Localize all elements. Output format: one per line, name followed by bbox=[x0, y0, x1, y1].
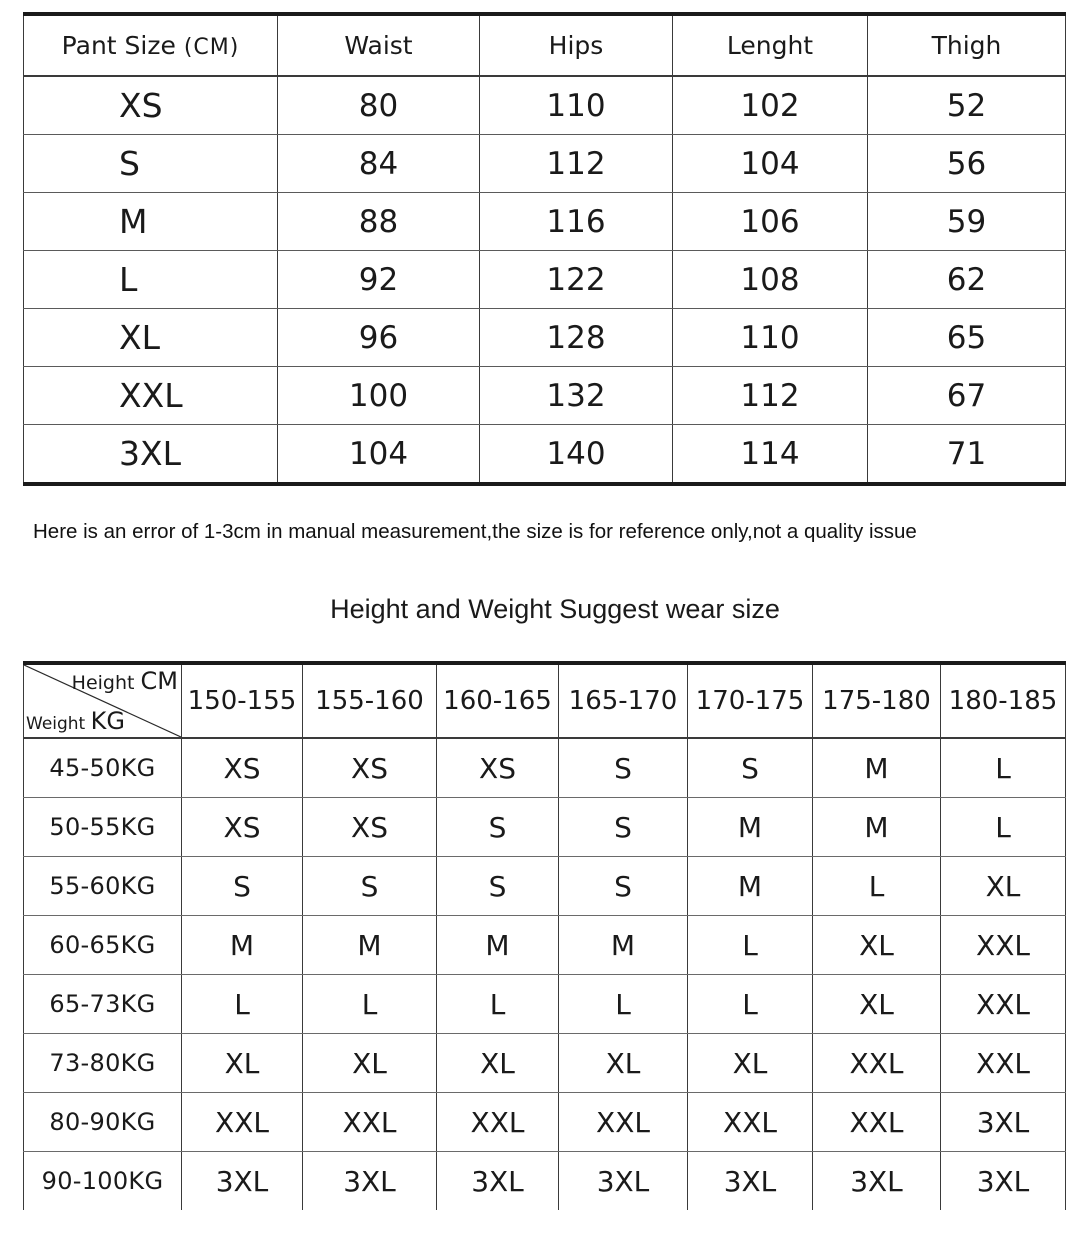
suggested-size-cell: L bbox=[813, 857, 941, 916]
table-row bbox=[24, 798, 1066, 857]
header-waist: Waist bbox=[278, 14, 480, 76]
suggested-size-cell: 3XL bbox=[813, 1152, 941, 1211]
suggested-size-cell: L bbox=[559, 975, 688, 1034]
header-pant-size-unit: (CM) bbox=[183, 35, 240, 60]
suggested-size-cell: L bbox=[688, 975, 813, 1034]
height-header: 150-155 bbox=[182, 663, 303, 738]
suggested-size-cell: M bbox=[688, 798, 813, 857]
corner-cell bbox=[24, 663, 182, 738]
suggested-size-cell: L bbox=[941, 738, 1066, 798]
weight-cell: 90-100KG bbox=[24, 1152, 182, 1211]
header-pant-size bbox=[24, 14, 278, 76]
weight-cell: 45-50KG bbox=[24, 738, 182, 798]
suggest-size-table bbox=[23, 661, 1066, 1210]
weight-cell: 60-65KG bbox=[24, 916, 182, 975]
thigh-cell: 52 bbox=[868, 76, 1066, 135]
suggested-size-cell: 3XL bbox=[688, 1152, 813, 1211]
table-row bbox=[24, 1152, 1066, 1211]
suggested-size-cell: S bbox=[303, 857, 437, 916]
height-header: 175-180 bbox=[813, 663, 941, 738]
hips-cell: 122 bbox=[480, 251, 673, 309]
size-cell: XS bbox=[24, 76, 278, 135]
waist-cell: 84 bbox=[278, 135, 480, 193]
suggested-size-cell: XXL bbox=[813, 1093, 941, 1152]
weight-cell: 80-90KG bbox=[24, 1093, 182, 1152]
corner-weight-unit: KG bbox=[90, 707, 125, 735]
pant-size-table bbox=[23, 12, 1066, 486]
table-row bbox=[24, 857, 1066, 916]
length-cell: 112 bbox=[673, 367, 868, 425]
suggested-size-cell: 3XL bbox=[559, 1152, 688, 1211]
waist-cell: 104 bbox=[278, 425, 480, 485]
suggested-size-cell: XS bbox=[303, 798, 437, 857]
suggested-size-cell: XXL bbox=[437, 1093, 559, 1152]
length-cell: 104 bbox=[673, 135, 868, 193]
suggested-size-cell: S bbox=[437, 798, 559, 857]
suggested-size-cell: 3XL bbox=[182, 1152, 303, 1211]
suggested-size-cell: S bbox=[559, 798, 688, 857]
suggested-size-cell: M bbox=[182, 916, 303, 975]
length-cell: 102 bbox=[673, 76, 868, 135]
header-thigh: Thigh bbox=[868, 14, 1066, 76]
suggested-size-cell: XS bbox=[182, 798, 303, 857]
thigh-cell: 65 bbox=[868, 309, 1066, 367]
suggested-size-cell: 3XL bbox=[303, 1152, 437, 1211]
height-header: 180-185 bbox=[941, 663, 1066, 738]
header-pant-size-label: Pant Size bbox=[61, 31, 176, 60]
suggested-size-cell: S bbox=[559, 857, 688, 916]
suggested-size-cell: XXL bbox=[182, 1093, 303, 1152]
corner-height-label bbox=[72, 667, 178, 695]
corner-height-text: Height bbox=[71, 672, 135, 694]
waist-cell: 96 bbox=[278, 309, 480, 367]
suggested-size-cell: M bbox=[559, 916, 688, 975]
hips-cell: 116 bbox=[480, 193, 673, 251]
table-row bbox=[24, 425, 1066, 485]
suggested-size-cell: XS bbox=[437, 738, 559, 798]
length-cell: 106 bbox=[673, 193, 868, 251]
measurement-note: Here is an error of 1-3cm in manual measurement,the size is for reference only,not a quality issue bbox=[33, 520, 917, 543]
hips-cell: 110 bbox=[480, 76, 673, 135]
size-cell: M bbox=[24, 193, 278, 251]
height-header: 160-165 bbox=[437, 663, 559, 738]
weight-cell: 65-73KG bbox=[24, 975, 182, 1034]
suggested-size-cell: XL bbox=[813, 975, 941, 1034]
suggested-size-cell: M bbox=[688, 857, 813, 916]
size-cell: 3XL bbox=[24, 425, 278, 485]
suggested-size-cell: M bbox=[813, 738, 941, 798]
suggested-size-cell: 3XL bbox=[941, 1152, 1066, 1211]
table-row bbox=[24, 135, 1066, 193]
suggested-size-cell: XL bbox=[813, 916, 941, 975]
table-row bbox=[24, 1034, 1066, 1093]
suggested-size-cell: XXL bbox=[813, 1034, 941, 1093]
length-cell: 110 bbox=[673, 309, 868, 367]
suggested-size-cell: XXL bbox=[941, 1034, 1066, 1093]
table-row bbox=[24, 367, 1066, 425]
suggested-size-cell: XL bbox=[941, 857, 1066, 916]
hips-cell: 140 bbox=[480, 425, 673, 485]
table-row bbox=[24, 738, 1066, 798]
size-cell: XXL bbox=[24, 367, 278, 425]
length-cell: 108 bbox=[673, 251, 868, 309]
thigh-cell: 56 bbox=[868, 135, 1066, 193]
suggested-size-cell: XXL bbox=[303, 1093, 437, 1152]
suggested-size-cell: L bbox=[303, 975, 437, 1034]
corner-height-unit: CM bbox=[140, 667, 178, 695]
suggested-size-cell: M bbox=[437, 916, 559, 975]
suggested-size-cell: XL bbox=[688, 1034, 813, 1093]
header-length: Lenght bbox=[673, 14, 868, 76]
hips-cell: 128 bbox=[480, 309, 673, 367]
size-cell: L bbox=[24, 251, 278, 309]
table-row bbox=[24, 916, 1066, 975]
hips-cell: 132 bbox=[480, 367, 673, 425]
length-cell: 114 bbox=[673, 425, 868, 485]
table-row bbox=[24, 193, 1066, 251]
size-cell: XL bbox=[24, 309, 278, 367]
suggested-size-cell: XL bbox=[559, 1034, 688, 1093]
height-header: 165-170 bbox=[559, 663, 688, 738]
suggested-size-cell: XXL bbox=[941, 916, 1066, 975]
suggested-size-cell: S bbox=[182, 857, 303, 916]
suggested-size-cell: XS bbox=[182, 738, 303, 798]
height-header: 170-175 bbox=[688, 663, 813, 738]
waist-cell: 92 bbox=[278, 251, 480, 309]
suggested-size-cell: S bbox=[688, 738, 813, 798]
corner-weight-label bbox=[26, 707, 125, 735]
weight-cell: 55-60KG bbox=[24, 857, 182, 916]
table-row bbox=[24, 309, 1066, 367]
suggested-size-cell: S bbox=[437, 857, 559, 916]
suggested-size-cell: 3XL bbox=[941, 1093, 1066, 1152]
suggested-size-cell: 3XL bbox=[437, 1152, 559, 1211]
table-row bbox=[24, 251, 1066, 309]
suggested-size-cell: L bbox=[941, 798, 1066, 857]
corner-weight-text: Weight bbox=[26, 714, 86, 734]
table-row bbox=[24, 76, 1066, 135]
suggested-size-cell: XS bbox=[303, 738, 437, 798]
weight-cell: 73-80KG bbox=[24, 1034, 182, 1093]
thigh-cell: 62 bbox=[868, 251, 1066, 309]
header-hips: Hips bbox=[480, 14, 673, 76]
suggested-size-cell: XXL bbox=[559, 1093, 688, 1152]
suggest-table-body bbox=[24, 738, 1066, 1210]
hips-cell: 112 bbox=[480, 135, 673, 193]
thigh-cell: 71 bbox=[868, 425, 1066, 485]
suggested-size-cell: XL bbox=[303, 1034, 437, 1093]
suggested-size-cell: XXL bbox=[688, 1093, 813, 1152]
thigh-cell: 67 bbox=[868, 367, 1066, 425]
suggested-size-cell: L bbox=[437, 975, 559, 1034]
waist-cell: 88 bbox=[278, 193, 480, 251]
thigh-cell: 59 bbox=[868, 193, 1066, 251]
size-cell: S bbox=[24, 135, 278, 193]
suggested-size-cell: XL bbox=[182, 1034, 303, 1093]
suggested-size-cell: M bbox=[303, 916, 437, 975]
waist-cell: 80 bbox=[278, 76, 480, 135]
suggested-size-cell: S bbox=[559, 738, 688, 798]
suggested-size-cell: L bbox=[182, 975, 303, 1034]
waist-cell: 100 bbox=[278, 367, 480, 425]
suggested-size-cell: L bbox=[688, 916, 813, 975]
suggested-size-cell: XL bbox=[437, 1034, 559, 1093]
suggested-size-cell: XXL bbox=[941, 975, 1066, 1034]
weight-cell: 50-55KG bbox=[24, 798, 182, 857]
suggested-size-cell: M bbox=[813, 798, 941, 857]
height-header: 155-160 bbox=[303, 663, 437, 738]
height-header-row bbox=[24, 663, 1066, 738]
suggest-title: Height and Weight Suggest wear size bbox=[330, 594, 780, 624]
table-row bbox=[24, 975, 1066, 1034]
pant-size-header-row bbox=[24, 14, 1066, 76]
table-row bbox=[24, 1093, 1066, 1152]
